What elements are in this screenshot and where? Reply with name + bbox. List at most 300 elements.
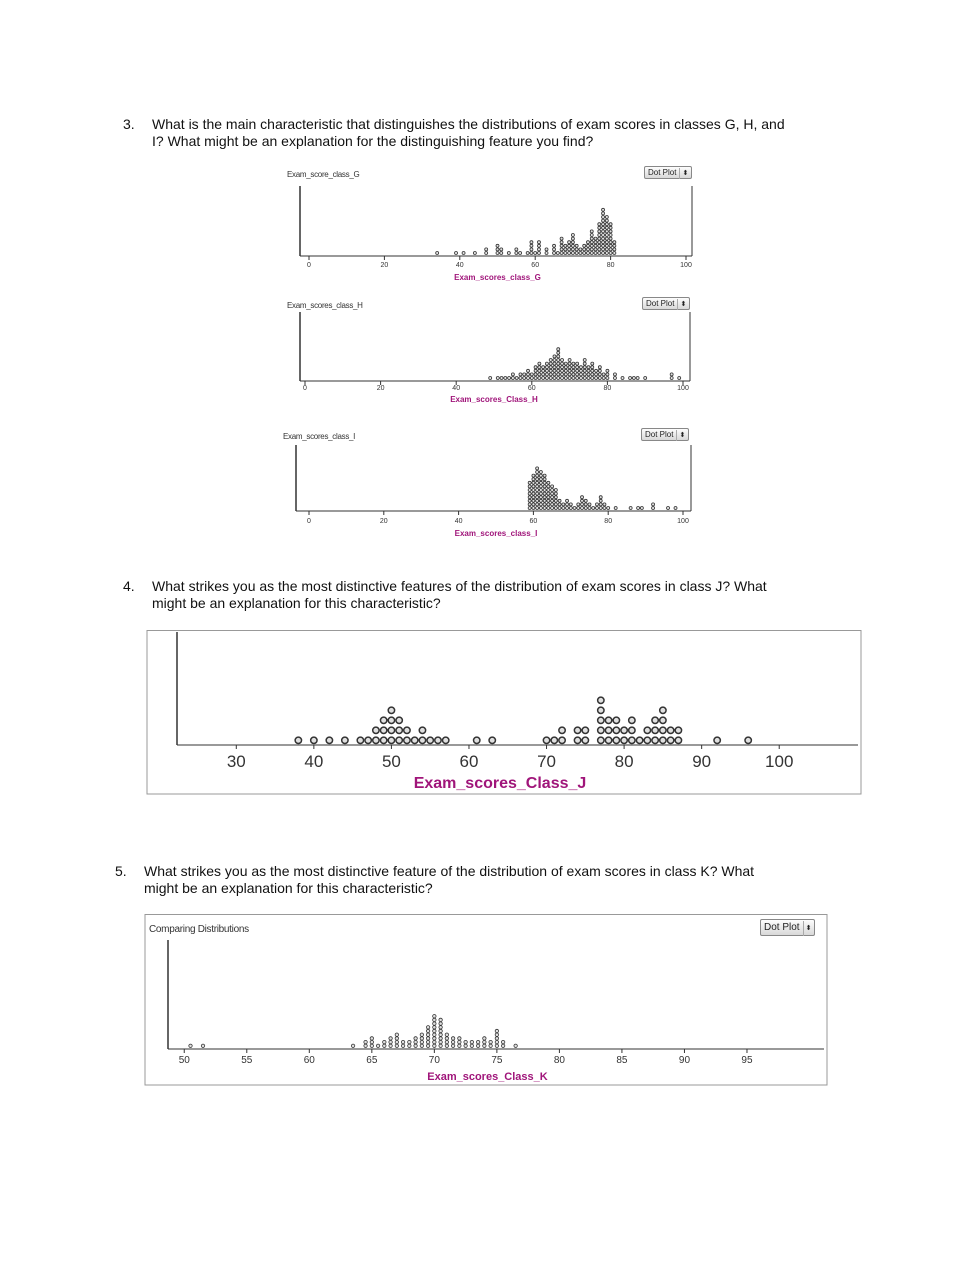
data-dot: [574, 727, 580, 733]
data-dot: [476, 1040, 479, 1043]
data-dot: [609, 230, 612, 233]
data-dot: [507, 252, 510, 255]
data-dot: [388, 737, 394, 743]
tick-label: 0: [307, 262, 311, 269]
data-dot: [652, 507, 655, 510]
data-dot: [554, 503, 557, 506]
data-dot: [644, 727, 650, 733]
data-dot: [613, 241, 616, 244]
tick-label: 95: [741, 1055, 753, 1066]
data-dot: [590, 230, 593, 233]
data-dot: [530, 252, 533, 255]
data-dot: [586, 252, 589, 255]
data-dot: [613, 727, 619, 733]
data-dot: [514, 1044, 517, 1047]
data-dot: [587, 366, 590, 369]
data-dot: [587, 369, 590, 372]
data-dot: [579, 369, 582, 372]
data-dot: [373, 737, 379, 743]
data-dot: [605, 216, 608, 219]
data-dot: [370, 1040, 373, 1043]
data-dot: [470, 1044, 473, 1047]
data-dot: [572, 373, 575, 376]
data-dot: [426, 1033, 429, 1036]
data-dot: [568, 248, 571, 251]
data-dot: [455, 252, 458, 255]
data-dot: [439, 1022, 442, 1025]
data-dot: [536, 507, 539, 510]
data-dot: [605, 234, 608, 237]
data-dot: [539, 503, 542, 506]
data-dot: [605, 219, 608, 222]
data-dot: [590, 244, 593, 247]
data-dot: [543, 503, 546, 506]
data-dot: [598, 697, 604, 703]
data-dot: [575, 244, 578, 247]
data-dot: [519, 373, 522, 376]
data-dot: [574, 737, 580, 743]
data-dot: [598, 223, 601, 226]
data-dot: [458, 1037, 461, 1040]
data-dot: [594, 241, 597, 244]
tick-label: 60: [303, 1055, 315, 1066]
tick-label: 100: [677, 385, 689, 392]
data-dot: [606, 377, 609, 380]
data-dot: [571, 252, 574, 255]
data-dot: [545, 366, 548, 369]
data-dot: [532, 496, 535, 499]
data-dot: [598, 373, 601, 376]
data-dot: [583, 373, 586, 376]
data-dot: [370, 1037, 373, 1040]
data-dot: [629, 507, 632, 510]
data-dot: [559, 737, 565, 743]
data-dot: [554, 507, 557, 510]
data-dot: [606, 369, 609, 372]
data-dot: [564, 366, 567, 369]
dropdown-label: Dot Plot: [645, 430, 674, 439]
data-dot: [595, 503, 598, 506]
data-dot: [571, 244, 574, 247]
data-dot: [652, 727, 658, 733]
tick-label: 60: [529, 518, 538, 525]
tick-label: 85: [616, 1055, 628, 1066]
data-dot: [532, 499, 535, 502]
question-number: 3.: [123, 116, 135, 132]
data-dot: [572, 377, 575, 380]
data-dot: [458, 1040, 461, 1043]
data-dot: [587, 377, 590, 380]
data-dot: [745, 737, 751, 743]
data-dot: [414, 1040, 417, 1043]
data-dot: [553, 359, 556, 362]
tick-label: 80: [604, 518, 613, 525]
data-dot: [549, 359, 552, 362]
data-dot: [575, 248, 578, 251]
data-dot: [606, 373, 609, 376]
data-dot: [396, 717, 402, 723]
data-dot: [583, 248, 586, 251]
data-dot: [445, 1037, 448, 1040]
data-dot: [675, 727, 681, 733]
data-dot: [495, 1037, 498, 1040]
data-dot: [667, 727, 673, 733]
data-dot: [532, 489, 535, 492]
data-dot: [485, 252, 488, 255]
data-dot: [495, 1040, 498, 1043]
x-axis-title: Exam_scores_Class_K: [427, 1071, 548, 1083]
data-dot: [553, 366, 556, 369]
data-dot: [388, 717, 394, 723]
data-dot: [528, 481, 531, 484]
data-dot: [584, 507, 587, 510]
data-dot: [581, 503, 584, 506]
data-dot: [420, 1040, 423, 1043]
data-dot: [583, 377, 586, 380]
data-dot: [660, 707, 666, 713]
data-dot: [420, 1044, 423, 1047]
data-dot: [566, 507, 569, 510]
data-dot: [557, 373, 560, 376]
data-dot: [598, 737, 604, 743]
data-dot: [426, 1044, 429, 1047]
data-dot: [501, 1040, 504, 1043]
data-dot: [532, 507, 535, 510]
data-dot: [419, 727, 425, 733]
data-dot: [489, 737, 495, 743]
tick-label: 100: [765, 752, 794, 771]
data-dot: [370, 1044, 373, 1047]
data-dot: [439, 1029, 442, 1032]
data-dot: [602, 377, 605, 380]
data-dot: [547, 492, 550, 495]
data-dot: [439, 1044, 442, 1047]
data-dot: [637, 507, 640, 510]
data-dot: [545, 373, 548, 376]
data-dot: [602, 208, 605, 211]
data-dot: [566, 503, 569, 506]
data-dot: [613, 717, 619, 723]
data-dot: [599, 499, 602, 502]
data-dot: [602, 226, 605, 229]
data-dot: [553, 355, 556, 358]
data-dot: [508, 377, 511, 380]
data-dot: [568, 241, 571, 244]
data-dot: [562, 503, 565, 506]
tick-label: 90: [678, 1055, 691, 1066]
data-dot: [667, 737, 673, 743]
data-dot: [526, 252, 529, 255]
data-dot: [598, 244, 601, 247]
data-dot: [569, 503, 572, 506]
data-dot: [632, 377, 635, 380]
data-dot: [557, 359, 560, 362]
data-dot: [581, 507, 584, 510]
data-dot: [558, 503, 561, 506]
data-dot: [572, 369, 575, 372]
data-dot: [557, 377, 560, 380]
data-dot: [560, 248, 563, 251]
data-dot: [568, 252, 571, 255]
data-dot: [553, 248, 556, 251]
data-dot: [602, 234, 605, 237]
data-dot: [605, 237, 608, 240]
question-line: might be an explanation for this characteristic?: [144, 880, 433, 896]
tick-label: 80: [614, 752, 634, 771]
data-dot: [539, 492, 542, 495]
dotplot-chart-h: [280, 295, 700, 410]
data-dot: [609, 244, 612, 247]
data-dot: [433, 1029, 436, 1032]
dotplot-panel-k: [144, 914, 828, 1086]
tick-label: 70: [537, 752, 556, 771]
data-dot: [547, 481, 550, 484]
data-dot: [598, 226, 601, 229]
data-dot: [433, 1033, 436, 1036]
data-dot: [388, 727, 394, 733]
data-dot: [598, 241, 601, 244]
data-dot: [536, 499, 539, 502]
data-dot: [598, 366, 601, 369]
data-dot: [561, 362, 564, 365]
data-dot: [583, 252, 586, 255]
data-dot: [598, 252, 601, 255]
dotplot-panel-h: [280, 295, 700, 410]
data-dot: [547, 496, 550, 499]
data-dot: [602, 248, 605, 251]
data-dot: [536, 478, 539, 481]
data-dot: [539, 471, 542, 474]
data-dot: [609, 223, 612, 226]
tick-label: 75: [491, 1055, 503, 1066]
data-dot: [380, 727, 386, 733]
data-dot: [605, 248, 608, 251]
tick-label: 65: [366, 1055, 378, 1066]
data-dot: [603, 507, 606, 510]
data-dot: [598, 230, 601, 233]
x-axis-title: Exam_scores_class_I: [454, 529, 538, 538]
data-dot: [583, 359, 586, 362]
data-dot: [670, 373, 673, 376]
data-dot: [551, 503, 554, 506]
data-dot: [652, 503, 655, 506]
data-dot: [357, 737, 363, 743]
data-dot: [445, 1033, 448, 1036]
data-dot: [547, 503, 550, 506]
data-dot: [326, 737, 332, 743]
tick-label: 80: [603, 385, 612, 392]
data-dot: [562, 507, 565, 510]
data-dot: [561, 366, 564, 369]
data-dot: [564, 377, 567, 380]
plot-title: Exam_scores_class_H: [287, 301, 363, 310]
data-dot: [433, 1015, 436, 1018]
data-dot: [583, 244, 586, 247]
data-dot: [591, 366, 594, 369]
data-dot: [629, 377, 632, 380]
data-dot: [401, 1044, 404, 1047]
data-dot: [528, 499, 531, 502]
data-dot: [553, 244, 556, 247]
data-dot: [557, 369, 560, 372]
data-dot: [451, 1044, 454, 1047]
data-dot: [556, 252, 559, 255]
data-dot: [602, 241, 605, 244]
data-dot: [528, 485, 531, 488]
data-dot: [553, 369, 556, 372]
data-dot: [588, 503, 591, 506]
data-dot: [581, 496, 584, 499]
data-dot: [364, 1044, 367, 1047]
data-dot: [592, 507, 595, 510]
data-dot: [519, 252, 522, 255]
data-dot: [644, 377, 647, 380]
data-dot: [602, 216, 605, 219]
updown-arrow-icon: ⬍: [679, 168, 688, 179]
data-dot: [590, 248, 593, 251]
data-dot: [411, 737, 417, 743]
data-dot: [568, 359, 571, 362]
data-dot: [558, 507, 561, 510]
data-dot: [579, 373, 582, 376]
data-dot: [542, 373, 545, 376]
data-dot: [561, 359, 564, 362]
tick-label: 80: [606, 262, 615, 269]
data-dot: [605, 244, 608, 247]
data-dot: [598, 248, 601, 251]
data-dot: [519, 377, 522, 380]
data-dot: [554, 492, 557, 495]
data-dot: [474, 737, 480, 743]
question-3: [123, 116, 823, 152]
tick-label: 30: [226, 752, 246, 771]
data-dot: [609, 226, 612, 229]
data-dot: [599, 503, 602, 506]
data-dot: [660, 727, 666, 733]
data-dot: [496, 248, 499, 251]
data-dot: [443, 737, 449, 743]
data-dot: [539, 507, 542, 510]
data-dot: [576, 362, 579, 365]
data-dot: [609, 241, 612, 244]
tick-label: 60: [459, 752, 479, 771]
data-dot: [558, 499, 561, 502]
data-dot: [534, 377, 537, 380]
data-dot: [590, 241, 593, 244]
data-dot: [539, 496, 542, 499]
data-dot: [560, 252, 563, 255]
data-dot: [515, 248, 518, 251]
plot-title: Comparing Distributions: [149, 924, 249, 935]
data-dot: [433, 1040, 436, 1043]
data-dot: [515, 252, 518, 255]
tick-label: 40: [452, 385, 461, 392]
data-dot: [594, 244, 597, 247]
data-dot: [609, 252, 612, 255]
data-dot: [603, 503, 606, 506]
data-dot: [501, 1044, 504, 1047]
data-dot: [528, 492, 531, 495]
data-dot: [557, 362, 560, 365]
data-dot: [598, 707, 604, 713]
data-dot: [595, 377, 598, 380]
data-dot: [543, 499, 546, 502]
tick-label: 70: [428, 1055, 440, 1066]
x-axis-title: Exam_scores_Class_J: [413, 775, 587, 792]
question-line: What is the main characteristic that distinguishes the distributions of exam scores in classes G, H, and: [152, 116, 785, 132]
data-dot: [365, 737, 371, 743]
data-dot: [670, 377, 673, 380]
data-dot: [584, 499, 587, 502]
data-dot: [576, 377, 579, 380]
data-dot: [545, 377, 548, 380]
data-dot: [576, 373, 579, 376]
data-dot: [530, 244, 533, 247]
data-dot: [536, 489, 539, 492]
data-dot: [568, 362, 571, 365]
data-dot: [621, 737, 627, 743]
data-dot: [420, 1037, 423, 1040]
data-dot: [539, 485, 542, 488]
data-dot: [543, 481, 546, 484]
data-dot: [536, 481, 539, 484]
data-dot: [629, 717, 635, 723]
data-dot: [613, 248, 616, 251]
data-dot: [489, 1044, 492, 1047]
data-dot: [547, 485, 550, 488]
data-dot: [536, 467, 539, 470]
data-dot: [568, 366, 571, 369]
data-dot: [408, 1040, 411, 1043]
data-dot: [605, 226, 608, 229]
data-dot: [640, 507, 643, 510]
data-dot: [396, 727, 402, 733]
tick-label: 60: [527, 385, 536, 392]
data-dot: [496, 244, 499, 247]
data-dot: [602, 223, 605, 226]
data-dot: [530, 373, 533, 376]
data-dot: [561, 373, 564, 376]
data-dot: [543, 492, 546, 495]
data-dot: [445, 1044, 448, 1047]
data-dot: [554, 496, 557, 499]
data-dot: [621, 377, 624, 380]
data-dot: [571, 241, 574, 244]
panel-frame: [147, 631, 861, 795]
data-dot: [376, 1044, 379, 1047]
data-dot: [579, 377, 582, 380]
data-dot: [383, 1040, 386, 1043]
data-dot: [451, 1037, 454, 1040]
data-dot: [564, 369, 567, 372]
data-dot: [605, 223, 608, 226]
data-dot: [551, 492, 554, 495]
data-dot: [551, 507, 554, 510]
data-dot: [678, 377, 681, 380]
updown-arrow-icon: ⬍: [676, 430, 685, 441]
data-dot: [559, 727, 565, 733]
data-dot: [605, 717, 611, 723]
data-dot: [602, 230, 605, 233]
data-dot: [539, 474, 542, 477]
data-dot: [636, 377, 639, 380]
data-dot: [560, 237, 563, 240]
data-dot: [545, 369, 548, 372]
data-dot: [579, 366, 582, 369]
data-dot: [560, 244, 563, 247]
data-dot: [439, 1037, 442, 1040]
data-dot: [609, 248, 612, 251]
